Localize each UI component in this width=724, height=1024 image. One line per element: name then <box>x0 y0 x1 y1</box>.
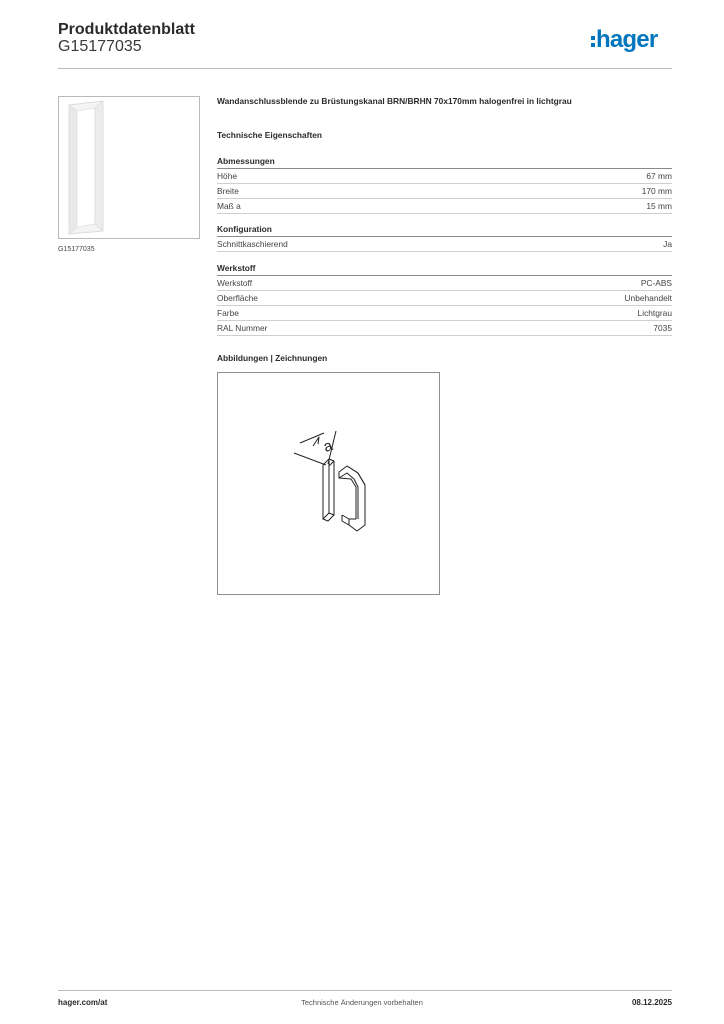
product-frame-image <box>59 97 199 238</box>
row-value: Ja <box>663 239 672 249</box>
technical-heading: Technische Eigenschaften <box>217 130 323 140</box>
article-number: G15177035 <box>58 38 142 55</box>
footer-notice: Technische Änderungen vorbehalten <box>301 998 423 1007</box>
product-image <box>58 96 200 239</box>
row-label: Farbe <box>217 308 239 318</box>
row-value: 7035 <box>653 323 672 333</box>
logo-text: hager <box>596 26 658 53</box>
page-title: Produktdatenblatt <box>58 21 195 38</box>
group-title: Abmessungen <box>217 154 672 169</box>
dimension-drawing <box>218 373 439 594</box>
row-value: Lichtgrau <box>637 308 672 318</box>
table-row <box>217 199 672 214</box>
table-row <box>217 237 672 252</box>
footer-website-link[interactable]: hager.com/at <box>58 998 108 1007</box>
hager-logo <box>591 26 657 54</box>
row-label: Maß a <box>217 201 241 211</box>
row-value: 170 mm <box>641 186 672 196</box>
product-image-caption: G15177035 <box>58 246 95 253</box>
row-value: 67 mm <box>646 171 672 181</box>
footer-date: 08.12.2025 <box>631 998 672 1007</box>
product-description-block <box>217 96 672 106</box>
group-title: Werkstoff <box>217 261 672 276</box>
row-label: Höhe <box>217 171 238 181</box>
row-label: Breite <box>217 186 239 196</box>
row-label: Oberfläche <box>217 293 258 303</box>
table-row <box>217 291 672 306</box>
table-row <box>217 276 672 291</box>
group-dimensions <box>217 154 672 214</box>
product-description: Wandanschlussblende zu Brüstungskanal BRN/BRHN 70x170mm halogenfrei in lichtgrau <box>217 96 572 106</box>
table-row <box>217 321 672 336</box>
group-configuration <box>217 222 672 252</box>
group-material <box>217 261 672 336</box>
logo-colon-icon <box>591 30 595 49</box>
header-divider <box>58 68 672 69</box>
technical-drawing <box>217 372 440 595</box>
table-row <box>217 169 672 184</box>
drawings-heading: Abbildungen | Zeichnungen <box>217 353 328 363</box>
row-value: Unbehandelt <box>624 293 672 303</box>
row-value: PC-ABS <box>640 278 672 288</box>
row-label: Schnittkaschierend <box>217 239 288 249</box>
row-label: Werkstoff <box>217 278 253 288</box>
group-title: Konfiguration <box>217 222 672 237</box>
table-row <box>217 306 672 321</box>
table-row <box>217 184 672 199</box>
footer-divider <box>58 990 672 991</box>
dimension-label: a <box>321 437 335 456</box>
row-label: RAL Nummer <box>217 323 268 333</box>
row-value: 15 mm <box>646 201 672 211</box>
